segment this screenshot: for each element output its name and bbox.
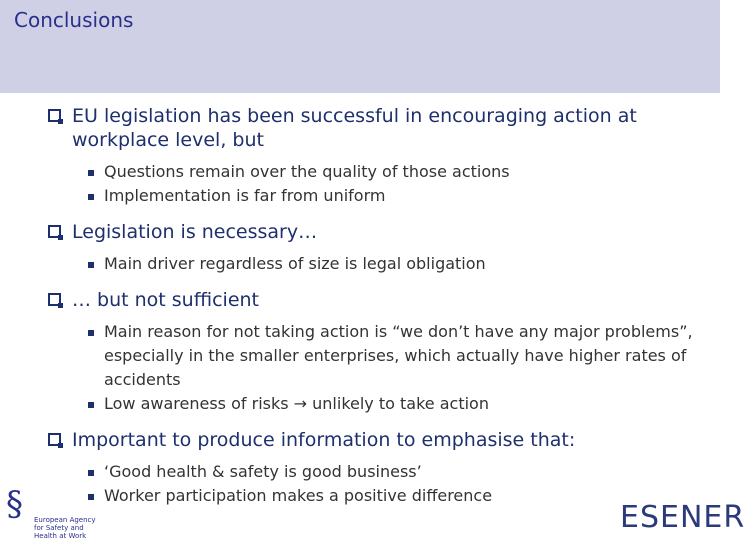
sub-bullet-text: Worker participation makes a positive difference (104, 486, 493, 505)
sub-bullet (48, 252, 708, 276)
checkbox-bullet-icon (48, 225, 61, 238)
sub-bullet (48, 392, 708, 416)
eu-osha-mark-icon: § (6, 484, 23, 524)
square-bullet-icon (88, 470, 94, 476)
sub-bullet (48, 184, 708, 208)
sub-bullet-text: Implementation is far from uniform (104, 186, 386, 205)
eu-osha-logo (4, 482, 104, 538)
sub-bullet-text: Main driver regardless of size is legal obligation (104, 254, 486, 273)
square-bullet-icon (88, 170, 94, 176)
sub-bullet-text: Main reason for not taking action is “we don’t have any major problems”, especially in the smaller enterprises, which actually have higher rates of accidents (104, 322, 693, 389)
bullet-text: … but not sufficient (72, 289, 260, 311)
eu-osha-logo-text: European Agency for Safety and Health at Work (34, 516, 96, 540)
bullet-text: Important to produce information to emphasise that: (72, 429, 576, 451)
main-bullet (48, 220, 708, 244)
sub-bullet (48, 160, 708, 184)
square-bullet-icon (88, 262, 94, 268)
bullet-text: EU legislation has been successful in encouraging action at workplace level, but (72, 105, 637, 151)
main-bullet (48, 288, 708, 312)
sub-bullet-text: ‘Good health & safety is good business’ (104, 462, 422, 481)
square-bullet-icon (88, 402, 94, 408)
content-area (48, 104, 708, 508)
bullet-text: Legislation is necessary… (72, 221, 318, 243)
sub-bullet (48, 484, 708, 508)
main-bullet (48, 428, 708, 452)
square-bullet-icon (88, 330, 94, 336)
checkbox-bullet-icon (48, 433, 61, 446)
sub-bullet (48, 320, 708, 392)
square-bullet-icon (88, 194, 94, 200)
main-bullet (48, 104, 708, 152)
sub-bullet (48, 460, 708, 484)
slide-title: Conclusions (14, 8, 134, 32)
checkbox-bullet-icon (48, 109, 61, 122)
esener-logo: ESENER (620, 500, 745, 535)
sub-bullet-text: Low awareness of risks → unlikely to take action (104, 394, 489, 413)
checkbox-bullet-icon (48, 293, 61, 306)
sub-bullet-text: Questions remain over the quality of those actions (104, 162, 510, 181)
